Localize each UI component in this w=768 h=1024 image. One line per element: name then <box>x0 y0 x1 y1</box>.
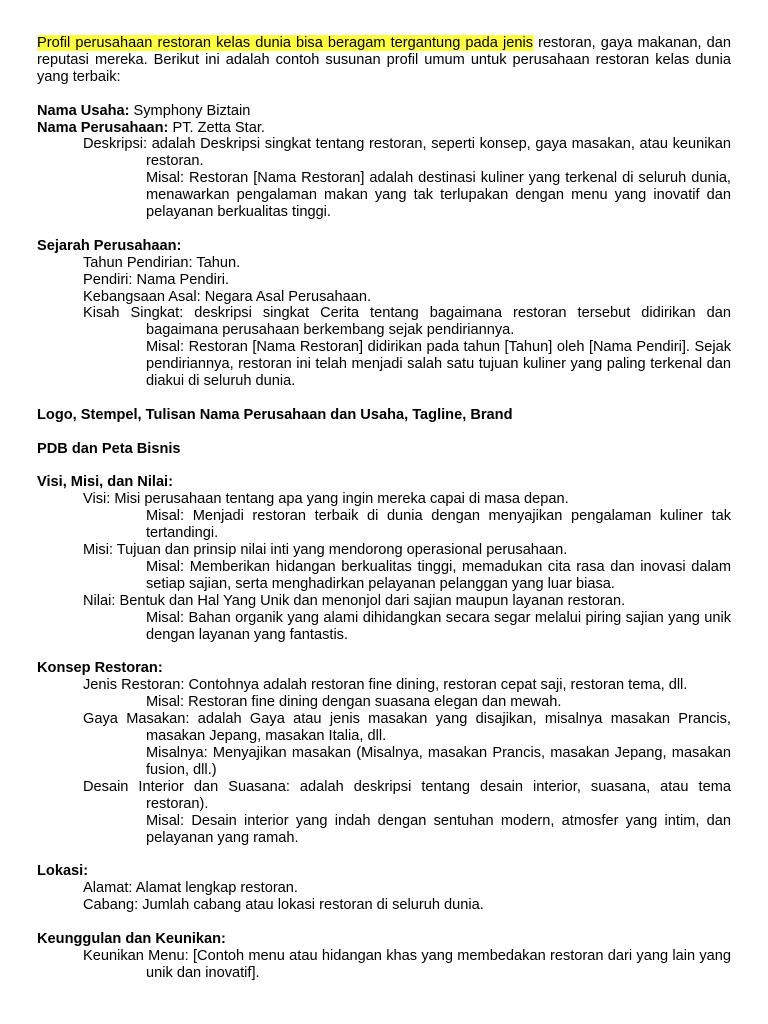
deskripsi-item: Deskripsi: adalah Deskripsi singkat tentang restoran, seperti konsep, gaya masakan, atau keunikan restoran. <box>83 136 731 170</box>
gaya-masakan-item: Gaya Masakan: adalah Gaya atau jenis masakan yang disajikan, misalnya masakan Prancis, masakan Jepang, masakan Italia, dll. <box>83 711 731 745</box>
gaya-example: Misalnya: Menyajikan masakan (Misalnya, masakan Prancis, masakan Jepang, masakan fusion, dll.) <box>146 744 731 778</box>
nilai-example: Misal: Bahan organik yang alami dihidangkan secara segar melalui piring sajian yang unik dengan layanan yang fantastis. <box>146 609 731 643</box>
logo-heading: Logo, Stempel, Tulisan Nama Perusahaan dan Usaha, Tagline, Brand <box>37 406 513 423</box>
kisah-singkat-item: Kisah Singkat: deskripsi singkat Cerita tentang bagaimana restoran tersebut didirikan dan bagaimana perusahaan berkembang sejak pendiriannya. <box>83 305 731 339</box>
spacer <box>37 914 731 931</box>
lokasi-heading: Lokasi: <box>37 863 89 880</box>
highlighted-text: Profil perusahaan restoran kelas dunia bisa beragam tergantung pada jenis <box>37 35 533 51</box>
visi-misi-heading: Visi, Misi, dan Nilai: <box>37 474 173 491</box>
nama-perusahaan-label: Nama Perusahaan: <box>37 119 169 136</box>
jenis-example: Misal: Restoran fine dining dengan suasana elegan dan mewah. <box>146 694 562 711</box>
desain-example: Misal: Desain interior yang indah dengan sentuhan modern, atmosfer yang intim, dan pelayanan yang ramah. <box>146 812 731 846</box>
nilai-item: Nilai: Bentuk dan Hal Yang Unik dan menonjol dari sajian maupun layanan restoran. <box>83 592 626 609</box>
spacer <box>37 644 731 661</box>
spacer <box>37 458 731 475</box>
pdb-heading: PDB dan Peta Bisnis <box>37 440 181 457</box>
alamat-item: Alamat: Alamat lengkap restoran. <box>83 880 298 897</box>
keunikan-menu-item: Keunikan Menu: [Contoh menu atau hidangan khas yang membedakan restoran dari yang lain yang unik dan inovatif]. <box>83 947 731 981</box>
keunggulan-heading: Keunggulan dan Keunikan: <box>37 930 226 947</box>
visi-example: Misal: Menjadi restoran terbaik di dunia dengan menyajikan pengalaman kuliner tak tertandingi. <box>146 508 731 542</box>
intro-paragraph <box>37 35 731 86</box>
deskripsi-example: Misal: Restoran [Nama Restoran] adalah destinasi kuliner yang terkenal di seluruh dunia, menawarkan pengalaman makan yang tak terlupakan dengan menu yang inovatif dan pelayanan berkualitas tinggi. <box>146 170 731 221</box>
desain-interior-item: Desain Interior dan Suasana: adalah deskripsi tentang desain interior, suasana, atau tema restoran). <box>83 778 731 812</box>
spacer <box>37 846 731 863</box>
sejarah-heading: Sejarah Perusahaan: <box>37 237 182 254</box>
pendiri-item: Pendiri: Nama Pendiri. <box>83 271 230 288</box>
visi-item: Visi: Misi perusahaan tentang apa yang ingin mereka capai di masa depan. <box>83 491 569 508</box>
misi-example: Misal: Memberikan hidangan berkualitas tinggi, memadukan cita rasa dan inovasi dalam setiap sajian, serta menghadirkan pelayanan pelanggan yang luar biasa. <box>146 559 731 592</box>
nama-usaha-value: Symphony Biztain <box>129 102 251 119</box>
cabang-item: Cabang: Jumlah cabang atau lokasi restoran di seluruh dunia. <box>83 897 484 914</box>
jenis-restoran-item: Jenis Restoran: Contohnya adalah restoran fine dining, restoran cepat saji, restoran tema, dll. <box>83 677 688 694</box>
intro-text: restoran, gaya makanan, dan reputasi mereka. Berikut ini adalah contoh susunan profil umum untuk perusahaan restoran kelas dunia yang terbaik: <box>37 35 731 85</box>
nama-usaha-line <box>37 103 731 120</box>
spacer <box>37 390 731 407</box>
konsep-heading: Konsep Restoran: <box>37 660 163 677</box>
misi-item: Misi: Tujuan dan prinsip nilai inti yang mendorong operasional perusahaan. <box>83 542 568 559</box>
tahun-pendirian-item: Tahun Pendirian: Tahun. <box>83 254 241 271</box>
nama-perusahaan-value: PT. Zetta Star. <box>168 119 265 136</box>
kebangsaan-item: Kebangsaan Asal: Negara Asal Perusahaan. <box>83 288 372 305</box>
spacer <box>37 424 731 441</box>
nama-perusahaan-line <box>37 120 731 137</box>
nama-usaha-label: Nama Usaha: <box>37 102 130 119</box>
document-body <box>37 35 731 982</box>
sejarah-example: Misal: Restoran [Nama Restoran] didirikan pada tahun [Tahun] oleh [Nama Pendiri]. Sejak pendiriannya, restoran ini telah menjadi salah satu tujuan kuliner yang paling terkenal dan diakui di seluruh dunia. <box>146 339 731 390</box>
spacer <box>37 221 731 238</box>
spacer <box>37 86 731 103</box>
